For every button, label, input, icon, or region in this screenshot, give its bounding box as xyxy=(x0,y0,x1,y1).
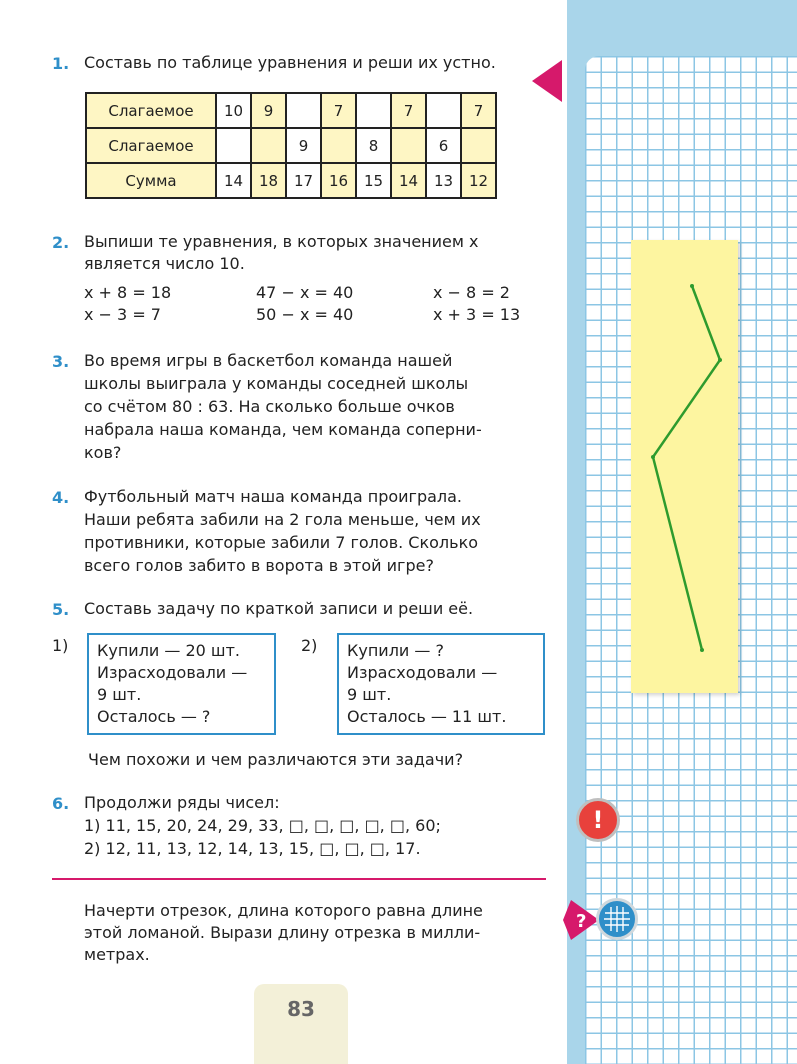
table-cell: 13 xyxy=(426,163,461,198)
page-number: 83 xyxy=(254,984,348,1064)
subtask-label: 1) xyxy=(52,636,69,655)
equation: x − 3 = 7 xyxy=(84,305,161,324)
table-cell xyxy=(321,128,356,163)
row-header: Сумма xyxy=(86,163,216,198)
task-number: 6. xyxy=(52,794,70,813)
table-cell: 7 xyxy=(321,93,356,128)
polyline-drawing xyxy=(631,240,738,693)
extra-task-text: Начерти отрезок, длина которого равна длине xyxy=(84,901,483,920)
task-number: 5. xyxy=(52,600,70,619)
equation: x − 8 = 2 xyxy=(433,283,510,302)
table-cell: 18 xyxy=(251,163,286,198)
section-divider xyxy=(52,878,546,880)
extra-task-text: метрах. xyxy=(84,945,150,964)
note-line: Израсходовали — xyxy=(97,663,248,682)
table-row xyxy=(86,93,496,128)
note-line: Купили — 20 шт. xyxy=(97,641,240,660)
note-line: Израсходовали — xyxy=(347,663,498,682)
extra-task-text: этой ломаной. Вырази длину отрезка в милли- xyxy=(84,923,481,942)
task-question: Чем похожи и чем различаются эти задачи? xyxy=(88,750,464,769)
table-cell xyxy=(286,93,321,128)
task-text: 2) 12, 11, 13, 12, 14, 13, 15, □, □, □, 17. xyxy=(84,839,421,858)
table-row xyxy=(86,163,496,198)
equation: x + 3 = 13 xyxy=(433,305,521,324)
table-cell: 8 xyxy=(356,128,391,163)
polyline-point xyxy=(700,648,704,652)
table-cell: 9 xyxy=(251,93,286,128)
table-cell: 16 xyxy=(321,163,356,198)
task-number: 2. xyxy=(52,233,70,252)
table-cell: 10 xyxy=(216,93,251,128)
task-text: Выпиши те уравнения, в которых значением x xyxy=(84,232,479,251)
table-cell: 7 xyxy=(461,93,496,128)
task-number: 3. xyxy=(52,352,70,371)
pointer-triangle-icon xyxy=(532,60,562,102)
table-cell: 7 xyxy=(391,93,426,128)
table-cell xyxy=(426,93,461,128)
task-text: со счётом 80 : 63. На сколько больше очков xyxy=(84,397,455,416)
note-line: Осталось — 11 шт. xyxy=(347,707,507,726)
exclamation-icon: ! xyxy=(576,798,620,842)
table-cell xyxy=(461,128,496,163)
addition-table xyxy=(85,92,497,199)
table-cell xyxy=(216,128,251,163)
table-row xyxy=(86,128,496,163)
task-text: Футбольный матч наша команда проиграла. xyxy=(84,487,463,506)
polyline-point xyxy=(651,455,655,459)
table-cell: 14 xyxy=(216,163,251,198)
table-cell xyxy=(251,128,286,163)
table-cell: 9 xyxy=(286,128,321,163)
equation: 50 − x = 40 xyxy=(256,305,354,324)
note-line: Купили — ? xyxy=(347,641,444,660)
task-text: набрала наша команда, чем команда соперни- xyxy=(84,420,482,439)
task-number: 1. xyxy=(52,54,70,73)
equation: x + 8 = 18 xyxy=(84,283,172,302)
row-header: Слагаемое xyxy=(86,93,216,128)
broken-line xyxy=(653,286,720,650)
note-line: Осталось — ? xyxy=(97,707,211,726)
table-cell: 15 xyxy=(356,163,391,198)
table-cell: 6 xyxy=(426,128,461,163)
task-number: 4. xyxy=(52,488,70,507)
table-cell: 14 xyxy=(391,163,426,198)
table-cell xyxy=(391,128,426,163)
task-text: противники, которые забили 7 голов. Сколько xyxy=(84,533,479,552)
table-cell: 12 xyxy=(461,163,496,198)
row-header: Слагаемое xyxy=(86,128,216,163)
task-text: школы выиграла у команды соседней школы xyxy=(84,374,469,393)
short-note-box xyxy=(87,633,276,735)
table-cell xyxy=(356,93,391,128)
task-text: ков? xyxy=(84,443,122,462)
task-text: 1) 11, 15, 20, 24, 29, 33, □, □, □, □, □, 60; xyxy=(84,816,441,835)
task-text: является число 10. xyxy=(84,254,245,273)
question-pointer-icon xyxy=(563,900,599,940)
note-line: 9 шт. xyxy=(97,685,142,704)
short-note-box xyxy=(337,633,545,735)
table-cell: 17 xyxy=(286,163,321,198)
polyline-point xyxy=(690,284,694,288)
task-text: Во время игры в баскетбол команда нашей xyxy=(84,351,453,370)
task-text: всего голов забито в ворота в этой игре? xyxy=(84,556,434,575)
grid-globe-icon xyxy=(596,898,638,940)
subtask-label: 2) xyxy=(301,636,318,655)
task-text: Составь по таблице уравнения и реши их устно. xyxy=(84,53,496,72)
polyline-card xyxy=(631,240,738,693)
note-line: 9 шт. xyxy=(347,685,392,704)
equation: 47 − x = 40 xyxy=(256,283,354,302)
task-text: Составь задачу по краткой записи и реши её. xyxy=(84,599,474,618)
question-mark: ? xyxy=(576,911,587,932)
task-text: Продолжи ряды чисел: xyxy=(84,793,280,812)
task-text: Наши ребята забили на 2 гола меньше, чем их xyxy=(84,510,481,529)
polyline-point xyxy=(718,358,722,362)
